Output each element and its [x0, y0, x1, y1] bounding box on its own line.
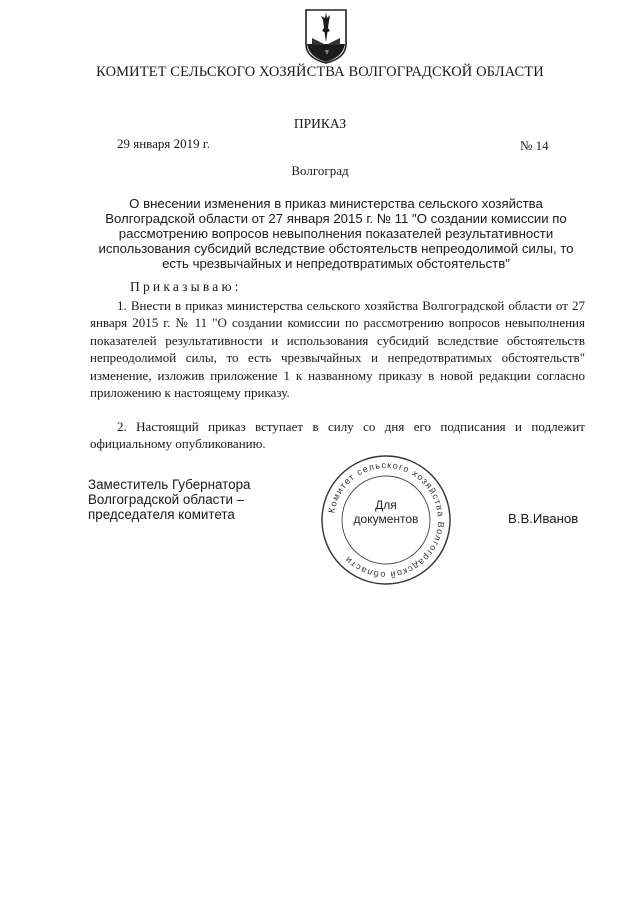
document-type: ПРИКАЗ [293, 116, 347, 131]
coat-of-arms-icon [303, 8, 349, 64]
document-date: 29 января 2019 г. [117, 136, 211, 151]
document-number: № 14 [520, 138, 549, 153]
signer-position [88, 477, 278, 522]
document-subject: О внесении изменения в приказ министерства сельского хозяйства Волгоградской области от 27 января 2015 г. № 11 "О создании комиссии по рассмотрению вопросов невыполнения показателей результативности использования субсидий вследствие обстоятельств непреодолимой силы, то есть чрезвычайных и непредотвратимых обстоятельств" [98, 196, 574, 271]
order-word: Приказываю: [130, 279, 242, 294]
paragraph-2: 2. Настоящий приказ вступает в силу со дня его подписания и подлежит официальному опубликованию. [90, 419, 585, 452]
stamp-line-1: Для [375, 498, 397, 512]
signer-name: В.В.Иванов [508, 511, 579, 526]
stamp-center-text [318, 498, 454, 526]
position-line-2: Волгоградской области – [88, 492, 245, 507]
document-city: Волгоград [291, 163, 349, 178]
position-line-3: председателя комитета [88, 507, 235, 522]
organization-name: КОМИТЕТ СЕЛЬСКОГО ХОЗЯЙСТВА ВОЛГОГРАДСКОЙ ОБЛАСТИ [96, 64, 544, 80]
stamp-ring-text: Комитет сельского хозяйства Волгоградской области [326, 459, 447, 581]
stamp-line-2: документов [353, 512, 419, 526]
position-line-1: Заместитель Губернатора [88, 477, 251, 492]
paragraph-1: 1. Внести в приказ министерства сельского хозяйства Волгоградской области от 27 января 2015 г. № 11 "О создании комиссии по рассмотрению вопросов невыполнения показателей результативности и использования субсидий вследствие обстоятельств непреодолимой силы, то есть чрезвычайных и непредотвратимых обстоятельств" изменение, изложив приложение 1 к названному приказу в новой редакции согласно приложению к настоящему приказу. [90, 298, 585, 401]
